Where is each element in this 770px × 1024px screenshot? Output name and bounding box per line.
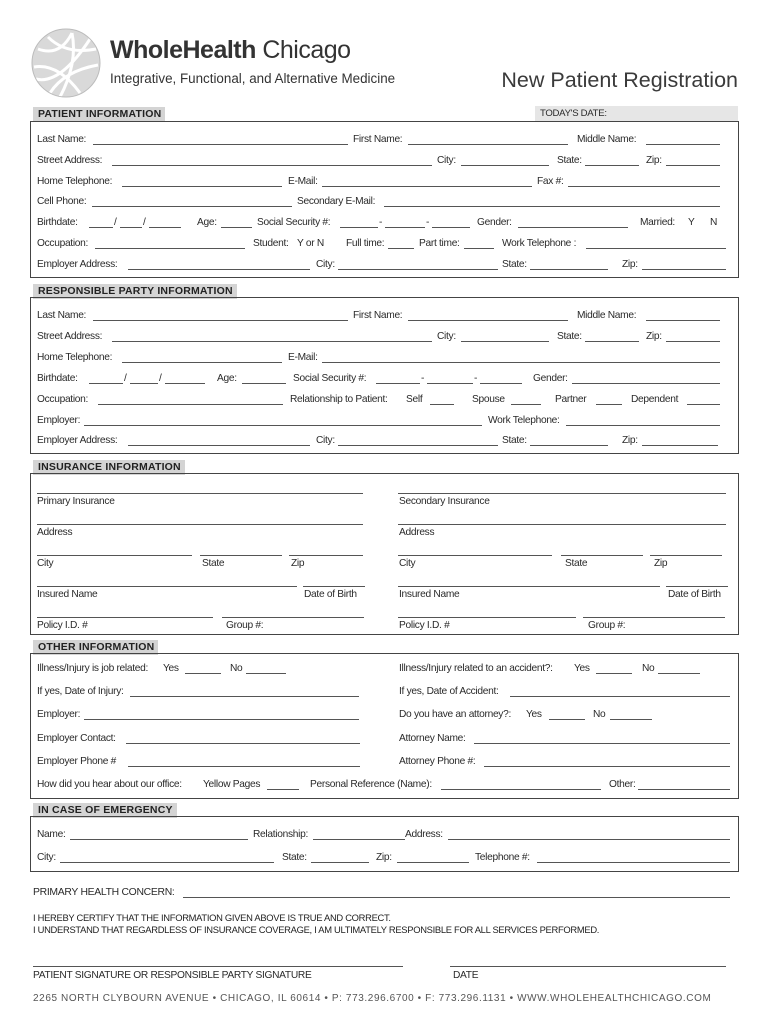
primary-zip-label: Zip — [291, 558, 305, 569]
yellow-pages-label: Yellow Pages — [203, 779, 261, 790]
patient-state-field[interactable] — [585, 165, 639, 166]
patient-employer-address-label: Employer Address: — [37, 259, 118, 270]
resp-middle-name-field[interactable] — [646, 320, 720, 321]
primary-dob-field[interactable] — [303, 586, 365, 587]
emergency-relationship-label: Relationship: — [253, 829, 308, 840]
ssn-separator: - — [421, 373, 425, 384]
secondary-insured-name-label: Insured Name — [399, 589, 460, 600]
patient-gender-field[interactable] — [518, 227, 628, 228]
patient-part-time-label: Part time: — [419, 238, 460, 249]
primary-zip-field[interactable] — [289, 555, 363, 556]
resp-occupation-label: Occupation: — [37, 394, 89, 405]
patient-full-time-field[interactable] — [388, 248, 414, 249]
resp-age-field[interactable] — [242, 383, 286, 384]
secondary-policy-label: Policy I.D. # — [399, 620, 450, 631]
job-related-yes-label: Yes — [163, 663, 179, 674]
patient-student-option[interactable]: Y or N — [297, 238, 324, 249]
date-injury-field[interactable] — [130, 696, 359, 697]
resp-street-label: Street Address: — [37, 331, 103, 342]
patient-age-label: Age: — [197, 217, 217, 228]
resp-employer-label: Employer: — [37, 415, 81, 426]
other-employer-field[interactable] — [84, 719, 359, 720]
brand-name — [110, 36, 351, 65]
resp-partner-field[interactable] — [596, 404, 622, 405]
emergency-city-label: City: — [37, 852, 56, 863]
resp-ssn-1[interactable] — [376, 383, 420, 384]
patient-ssn-1[interactable] — [340, 227, 378, 228]
emergency-telephone-label: Telephone #: — [475, 852, 530, 863]
secondary-group-label: Group #: — [588, 620, 626, 631]
resp-employer-city-label: City: — [316, 435, 335, 446]
emergency-address-field[interactable] — [448, 839, 730, 840]
signature-date-label: DATE — [453, 970, 479, 981]
ssn-separator: - — [474, 373, 478, 384]
emergency-telephone-field[interactable] — [537, 862, 730, 863]
resp-employer-address-field[interactable] — [128, 445, 310, 446]
primary-insurance-label: Primary Insurance — [37, 496, 115, 507]
primary-group-field[interactable] — [222, 617, 364, 618]
section-header-insurance: INSURANCE INFORMATION — [33, 460, 185, 475]
patient-employer-state-field[interactable] — [530, 269, 608, 270]
footer-address: 2265 NORTH CLYBOURN AVENUE • CHICAGO, IL 60614 • P: 773.296.6700 • F: 773.296.1131 • WWW.WHOLEHEALTHCHICAGO.COM — [33, 993, 712, 1004]
emergency-zip-label: Zip: — [376, 852, 392, 863]
patient-married-label: Married: — [640, 217, 675, 228]
primary-address-label: Address — [37, 527, 73, 538]
secondary-dob-label: Date of Birth — [668, 589, 721, 600]
job-related-no-field[interactable] — [246, 673, 286, 674]
resp-work-phone-field[interactable] — [566, 425, 720, 426]
attorney-phone-field[interactable] — [484, 766, 730, 767]
resp-employer-city-field[interactable] — [338, 445, 498, 446]
resp-home-phone-label: Home Telephone: — [37, 352, 113, 363]
date-injury-label: If yes, Date of Injury: — [37, 686, 124, 697]
resp-birthdate-month[interactable] — [89, 383, 123, 384]
resp-ssn-2[interactable] — [427, 383, 473, 384]
patient-ssn-3[interactable] — [432, 227, 470, 228]
primary-city-label: City — [37, 558, 54, 569]
patient-birthdate-label: Birthdate: — [37, 217, 78, 228]
personal-ref-label: Personal Reference (Name): — [310, 779, 432, 790]
patient-gender-label: Gender: — [477, 217, 512, 228]
attorney-label: Do you have an attorney?: — [399, 709, 511, 720]
date-accident-field[interactable] — [510, 696, 730, 697]
secondary-group-field[interactable] — [583, 617, 725, 618]
patient-zip-label: Zip: — [646, 155, 662, 166]
patient-occupation-label: Occupation: — [37, 238, 89, 249]
emergency-name-field[interactable] — [70, 839, 248, 840]
resp-email-field[interactable] — [322, 362, 720, 363]
form-title: New Patient Registration — [501, 68, 738, 92]
primary-policy-field[interactable] — [37, 617, 213, 618]
resp-birthdate-label: Birthdate: — [37, 373, 78, 384]
patient-married-yes-option[interactable]: Y — [688, 217, 695, 228]
certify-line-2: I UNDERSTAND THAT REGARDLESS OF INSURANCE COVERAGE, I AM ULTIMATELY RESPONSIBLE FOR ALL SERVICES PERFORMED. — [33, 924, 600, 935]
secondary-dob-field[interactable] — [666, 586, 728, 587]
resp-last-name-label: Last Name: — [37, 310, 87, 321]
resp-ssn-label: Social Security #: — [293, 373, 367, 384]
patient-full-time-label: Full time: — [346, 238, 385, 249]
brand-tagline: Integrative, Functional, and Alternative Medicine — [110, 71, 396, 86]
signature-field[interactable] — [33, 966, 403, 967]
resp-employer-zip-field[interactable] — [642, 445, 718, 446]
resp-gender-field[interactable] — [572, 383, 720, 384]
patient-street-label: Street Address: — [37, 155, 103, 166]
attorney-name-label: Attorney Name: — [399, 733, 466, 744]
resp-email-label: E-Mail: — [288, 352, 318, 363]
patient-city-field[interactable] — [461, 165, 549, 166]
resp-city-field[interactable] — [461, 341, 549, 342]
resp-dependent-label: Dependent — [631, 394, 679, 405]
patient-fax-label: Fax #: — [537, 176, 564, 187]
attorney-yes-label: Yes — [526, 709, 542, 720]
resp-employer-address-label: Employer Address: — [37, 435, 118, 446]
secondary-insured-name-field[interactable] — [398, 586, 660, 587]
resp-age-label: Age: — [217, 373, 237, 384]
patient-work-phone-field[interactable] — [586, 248, 726, 249]
secondary-state-label: State — [565, 558, 588, 569]
emergency-name-label: Name: — [37, 829, 66, 840]
attorney-no-field[interactable] — [610, 719, 652, 720]
resp-employer-state-field[interactable] — [530, 445, 608, 446]
patient-home-phone-field[interactable] — [122, 186, 282, 187]
resp-employer-state-label: State: — [502, 435, 527, 446]
patient-cell-field[interactable] — [92, 206, 292, 207]
accident-no-field[interactable] — [658, 673, 700, 674]
other-info-box — [30, 653, 739, 799]
resp-last-name-field[interactable] — [93, 320, 348, 321]
attorney-phone-label: Attorney Phone #: — [399, 756, 476, 767]
resp-employer-zip-label: Zip: — [622, 435, 638, 446]
secondary-city-label: City — [399, 558, 416, 569]
patient-work-phone-label: Work Telephone : — [502, 238, 577, 249]
patient-ssn-label: Social Security #: — [257, 217, 331, 228]
accident-yes-field[interactable] — [596, 673, 632, 674]
signature-label: PATIENT SIGNATURE OR RESPONSIBLE PARTY SIGNATURE — [33, 970, 312, 981]
accident-label: Illness/Injury related to an accident?: — [399, 663, 553, 674]
date-separator: / — [124, 373, 127, 384]
patient-employer-city-label: City: — [316, 259, 335, 270]
brand-name-light: Chicago — [255, 36, 351, 64]
secondary-insurance-field[interactable] — [398, 493, 726, 494]
primary-concern-label: PRIMARY HEALTH CONCERN: — [33, 887, 175, 898]
attorney-yes-field[interactable] — [549, 719, 585, 720]
patient-age-field[interactable] — [221, 227, 252, 228]
secondary-address-field[interactable] — [398, 524, 726, 525]
patient-part-time-field[interactable] — [464, 248, 494, 249]
emergency-address-label: Address: — [405, 829, 443, 840]
patient-cell-label: Cell Phone: — [37, 196, 87, 207]
secondary-zip-field[interactable] — [650, 555, 722, 556]
patient-state-label: State: — [557, 155, 582, 166]
todays-date-label: TODAY'S DATE: — [540, 108, 607, 119]
attorney-no-label: No — [593, 709, 606, 720]
patient-fax-field[interactable] — [568, 186, 720, 187]
resp-street-field[interactable] — [112, 341, 432, 342]
resp-gender-label: Gender: — [533, 373, 568, 384]
primary-group-label: Group #: — [226, 620, 264, 631]
patient-married-no-option[interactable]: N — [710, 217, 718, 228]
patient-ssn-2[interactable] — [385, 227, 425, 228]
resp-self-field[interactable] — [430, 404, 454, 405]
resp-dependent-field[interactable] — [687, 404, 720, 405]
patient-employer-zip-field[interactable] — [642, 269, 726, 270]
other-employer-label: Employer: — [37, 709, 81, 720]
resp-self-label: Self — [406, 394, 423, 405]
resp-first-name-field[interactable] — [408, 320, 568, 321]
resp-spouse-field[interactable] — [511, 404, 541, 405]
job-related-yes-field[interactable] — [185, 673, 221, 674]
patient-city-label: City: — [437, 155, 456, 166]
date-separator: / — [114, 217, 117, 228]
date-accident-label: If yes, Date of Accident: — [399, 686, 499, 697]
employer-phone-label: Employer Phone # — [37, 756, 117, 767]
emergency-city-field[interactable] — [60, 862, 274, 863]
resp-ssn-3[interactable] — [480, 383, 522, 384]
primary-city-field[interactable] — [37, 555, 192, 556]
resp-employer-field[interactable] — [84, 425, 482, 426]
accident-yes-label: Yes — [574, 663, 590, 674]
patient-secondary-email-label: Secondary E-Mail: — [297, 196, 376, 207]
yellow-pages-field[interactable] — [267, 789, 299, 790]
patient-birthdate-year[interactable] — [149, 227, 181, 228]
patient-secondary-email-field[interactable] — [384, 206, 720, 207]
patient-occupation-field[interactable] — [95, 248, 245, 249]
patient-employer-address-field[interactable] — [128, 269, 310, 270]
patient-birthdate-day[interactable] — [120, 227, 142, 228]
how-heard-label: How did you hear about our office: — [37, 779, 182, 790]
patient-zip-field[interactable] — [666, 165, 720, 166]
patient-middle-name-label: Middle Name: — [577, 134, 637, 145]
primary-dob-label: Date of Birth — [304, 589, 357, 600]
other-source-field[interactable] — [638, 789, 730, 790]
emergency-state-field[interactable] — [311, 862, 369, 863]
patient-email-label: E-Mail: — [288, 176, 318, 187]
secondary-policy-field[interactable] — [398, 617, 576, 618]
secondary-insurance-label: Secondary Insurance — [399, 496, 490, 507]
primary-insured-name-label: Insured Name — [37, 589, 98, 600]
accident-no-label: No — [642, 663, 655, 674]
resp-relationship-label: Relationship to Patient: — [290, 394, 388, 405]
patient-birthdate-month[interactable] — [89, 227, 113, 228]
resp-birthdate-day[interactable] — [130, 383, 158, 384]
primary-state-field[interactable] — [200, 555, 282, 556]
resp-spouse-label: Spouse — [472, 394, 505, 405]
resp-state-label: State: — [557, 331, 582, 342]
date-separator: / — [159, 373, 162, 384]
emergency-relationship-field[interactable] — [313, 839, 405, 840]
resp-occupation-field[interactable] — [98, 404, 283, 405]
primary-address-field[interactable] — [37, 524, 363, 525]
employer-phone-field[interactable] — [128, 766, 360, 767]
resp-home-phone-field[interactable] — [122, 362, 282, 363]
patient-last-name-label: Last Name: — [37, 134, 87, 145]
resp-state-field[interactable] — [585, 341, 639, 342]
job-related-label: Illness/Injury is job related: — [37, 663, 149, 674]
patient-home-phone-label: Home Telephone: — [37, 176, 113, 187]
attorney-name-field[interactable] — [474, 743, 730, 744]
patient-first-name-label: First Name: — [353, 134, 403, 145]
primary-policy-label: Policy I.D. # — [37, 620, 88, 631]
secondary-state-field[interactable] — [561, 555, 643, 556]
certify-line-1: I HEREBY CERTIFY THAT THE INFORMATION GIVEN ABOVE IS TRUE AND CORRECT. — [33, 912, 391, 923]
resp-city-label: City: — [437, 331, 456, 342]
other-source-label: Other: — [609, 779, 636, 790]
patient-last-name-field[interactable] — [93, 144, 348, 145]
employer-contact-field[interactable] — [126, 743, 360, 744]
section-header-patient: PATIENT INFORMATION — [33, 107, 165, 122]
section-header-other: OTHER INFORMATION — [33, 640, 158, 655]
patient-student-label: Student: — [253, 238, 289, 249]
secondary-zip-label: Zip — [654, 558, 668, 569]
patient-email-field[interactable] — [322, 186, 532, 187]
primary-insured-name-field[interactable] — [37, 586, 297, 587]
logo-icon — [30, 27, 102, 99]
primary-insurance-field[interactable] — [37, 493, 363, 494]
resp-zip-label: Zip: — [646, 331, 662, 342]
patient-middle-name-field[interactable] — [646, 144, 720, 145]
patient-street-field[interactable] — [112, 165, 432, 166]
resp-birthdate-year[interactable] — [165, 383, 205, 384]
section-header-responsible: RESPONSIBLE PARTY INFORMATION — [33, 284, 237, 299]
emergency-info-box — [30, 816, 739, 872]
secondary-address-label: Address — [399, 527, 435, 538]
resp-zip-field[interactable] — [666, 341, 720, 342]
resp-middle-name-label: Middle Name: — [577, 310, 637, 321]
signature-date-field[interactable] — [450, 966, 726, 967]
employer-contact-label: Employer Contact: — [37, 733, 116, 744]
job-related-no-label: No — [230, 663, 243, 674]
secondary-city-field[interactable] — [398, 555, 552, 556]
emergency-zip-field[interactable] — [397, 862, 469, 863]
personal-ref-field[interactable] — [441, 789, 601, 790]
section-header-emergency: IN CASE OF EMERGENCY — [33, 803, 177, 818]
insurance-info-box — [30, 473, 739, 635]
resp-work-phone-label: Work Telephone: — [488, 415, 560, 426]
ssn-separator: - — [379, 217, 383, 228]
primary-state-label: State — [202, 558, 225, 569]
ssn-separator: - — [426, 217, 430, 228]
patient-first-name-field[interactable] — [408, 144, 568, 145]
patient-employer-state-label: State: — [502, 259, 527, 270]
primary-concern-field[interactable] — [183, 897, 730, 898]
date-separator: / — [143, 217, 146, 228]
emergency-state-label: State: — [282, 852, 307, 863]
resp-first-name-label: First Name: — [353, 310, 403, 321]
patient-employer-zip-label: Zip: — [622, 259, 638, 270]
brand-name-bold: WholeHealth — [110, 36, 256, 64]
resp-partner-label: Partner — [555, 394, 587, 405]
patient-employer-city-field[interactable] — [338, 269, 498, 270]
